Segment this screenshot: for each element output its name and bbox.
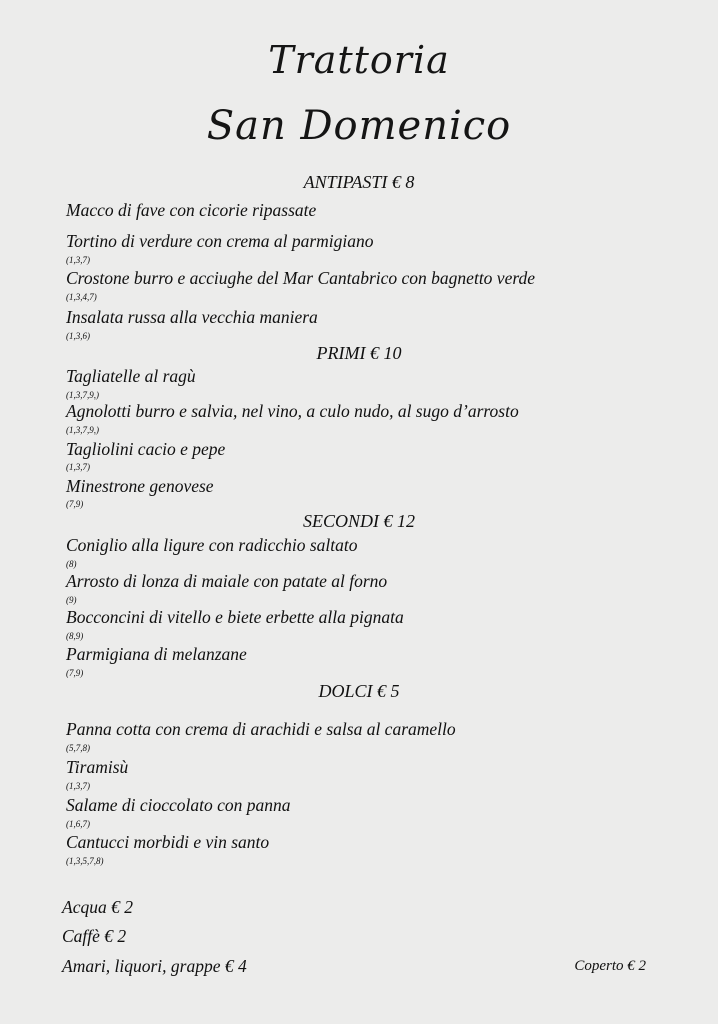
allergen-codes: (9): [66, 595, 77, 605]
menu-item: Crostone burro e acciughe del Mar Cantabrico con bagnetto verde: [66, 268, 536, 288]
allergen-codes: (7,9): [66, 668, 84, 678]
coperto-charge: Coperto € 2: [574, 958, 646, 974]
section-primi-heading: PRIMI € 10: [316, 343, 402, 363]
allergen-codes: (1,3,7): [66, 255, 90, 265]
menu-item: Salame di cioccolato con panna: [66, 795, 291, 815]
allergen-codes: (8,9): [66, 631, 84, 641]
restaurant-name-line1: Trattoria: [268, 38, 450, 82]
menu-item: Minestrone genovese: [66, 476, 214, 496]
menu-item: Agnolotti burro e salvia, nel vino, a culo nudo, al sugo d’arrosto: [66, 401, 519, 421]
allergen-codes: (7,9): [66, 499, 84, 509]
section-secondi-heading: SECONDI € 12: [303, 511, 415, 531]
allergen-codes: (5,7,8): [66, 743, 90, 753]
restaurant-name-line2: San Domenico: [206, 103, 512, 149]
allergen-codes: (1,3,4,7): [66, 292, 97, 302]
allergen-codes: (8): [66, 559, 77, 569]
menu-item: Tiramisù: [66, 757, 129, 777]
allergen-codes: (1,3,7,9,): [66, 425, 99, 435]
extra-amari: Amari, liquori, grappe € 4: [62, 956, 247, 976]
extra-acqua: Acqua € 2: [62, 897, 133, 917]
section-antipasti-heading: ANTIPASTI € 8: [303, 172, 415, 192]
extra-caffe: Caffè € 2: [62, 926, 127, 946]
allergen-codes: (1,3,7): [66, 462, 90, 472]
allergen-codes: (1,3,5,7,8): [66, 856, 104, 866]
allergen-codes: (1,3,7): [66, 781, 90, 791]
menu-item: Tortino di verdure con crema al parmigiano: [66, 231, 374, 251]
menu-item: Cantucci morbidi e vin santo: [66, 832, 270, 852]
menu-item: Panna cotta con crema di arachidi e salsa al caramello: [66, 719, 456, 739]
menu-item: Arrosto di lonza di maiale con patate al forno: [66, 571, 388, 591]
menu-item: Coniglio alla ligure con radicchio saltato: [66, 535, 358, 555]
menu-item: Macco di fave con cicorie ripassate: [66, 200, 317, 220]
menu-item: Bocconcini di vitello e biete erbette alla pignata: [66, 607, 404, 627]
menu-item: Tagliatelle al ragù: [66, 366, 196, 386]
menu-item: Parmigiana di melanzane: [66, 644, 247, 664]
allergen-codes: (1,3,7,9,): [66, 390, 99, 400]
allergen-codes: (1,6,7): [66, 819, 90, 829]
menu-item: Insalata russa alla vecchia maniera: [66, 307, 318, 327]
allergen-codes: (1,3,6): [66, 331, 90, 341]
section-dolci-heading: DOLCI € 5: [318, 681, 400, 701]
menu-item: Tagliolini cacio e pepe: [66, 439, 226, 459]
